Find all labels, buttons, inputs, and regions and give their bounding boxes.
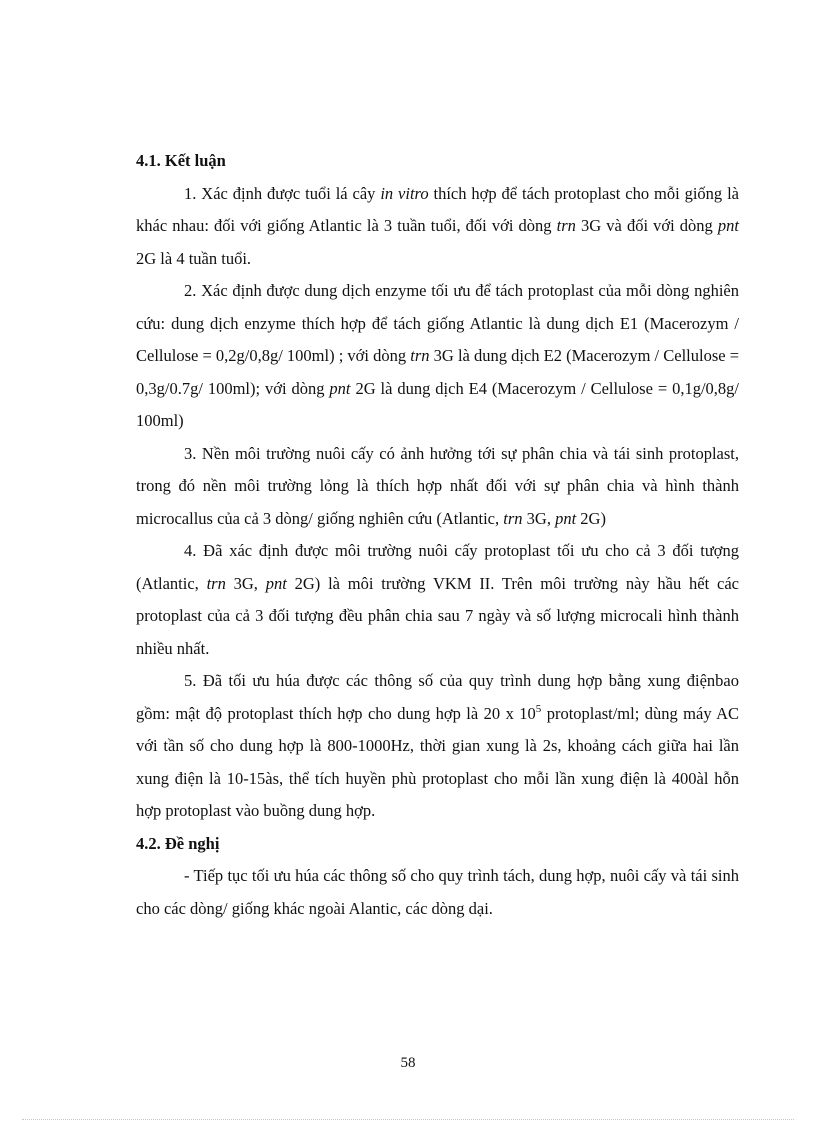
text-run: 3. Nền môi trường nuôi cấy có ảnh hưởng tới sự phân chia và tái sinh protoplast, trong đó nền môi trường lỏng là thích hợp nhất đối với sự phân chia và hình thành microcallus của cả 3 dòng/ giống nghiên cứu (Atlantic, — [136, 443, 739, 528]
italic-term: trn — [410, 346, 430, 365]
section-heading-conclusion: 4.1. Kết luận — [136, 151, 226, 170]
conclusion-paragraph-4 — [136, 535, 739, 665]
text-run: 2G) — [576, 508, 606, 528]
text-run: 2G là 4 tuần tuổi. — [136, 248, 252, 268]
conclusion-paragraph-3 — [136, 438, 739, 536]
italic-term: trn — [206, 573, 226, 593]
conclusion-paragraph-5 — [136, 665, 739, 828]
text-run: 2G) là môi trường VKM II. Trên môi trường này hầu hết các protoplast của cả 3 đối tượng đều phân chia sau 7 ngày và số lượng microcali hình thành nhiều nhất. — [136, 573, 739, 658]
italic-term: pnt — [265, 573, 287, 593]
text-run: thích hợp để tách protoplast cho mỗi giống là khác nhau: đối với giống Atlantic là 3 tuần tuổi, đối với dòng — [136, 183, 739, 235]
text-run: 2. Xác định được dung dịch enzyme tối ưu để tách protoplast của mỗi dòng nghiên cứu: dung dịch enzyme thích hợp để tách giống Atlantic là dung dịch E1 (Macerozym / Cellulose = 0,2g/0,8g/ 100ml) ; với dòng — [136, 281, 739, 365]
page-bottom-divider — [22, 1119, 794, 1120]
section-heading-recommendation: 4.2. Đề nghị — [136, 833, 220, 853]
text-run: 4. Đã xác định được môi trường nuôi cấy protoplast tối ưu cho cả 3 đối tượng (Atlantic, — [136, 541, 739, 593]
italic-term: trn — [556, 216, 576, 235]
superscript-exponent: 5 — [535, 702, 542, 715]
italic-term: pnt — [717, 216, 739, 235]
text-run: 3G là dung dịch E2 (Macerozym / Cellulose = 0,3g/0.7g/ 100ml); với dòng — [136, 346, 739, 398]
text-run: 2G là dung dịch E4 (Macerozym / Cellulose = 0,1g/0,8g/ 100ml) — [136, 378, 739, 430]
italic-term: pnt — [329, 378, 351, 398]
recommendation-paragraph: - Tiếp tục tối ưu húa các thông số cho quy trình tách, dung hợp, nuôi cấy và tái sinh cho các dòng/ giống khác ngoài Alantic, các dòng dại. — [136, 866, 739, 918]
conclusion-paragraph-1 — [136, 178, 739, 276]
italic-term: in vitro — [380, 183, 429, 203]
text-run: 3G, — [225, 573, 266, 593]
text-run: 5. Đã tối ưu húa được các thông số của quy trình dung hợp bằng xung điệnbao gồm: mật độ protoplast thích hợp cho dung hợp là 20 x 10 — [136, 671, 739, 723]
text-run: 3G và đối với dòng — [575, 216, 718, 235]
page-number: 58 — [400, 1055, 416, 1071]
text-run: protoplast/ml; dùng máy AC với tần số cho dung hợp là 800-1000Hz, thời gian xung là 2s, khoảng cách giữa hai lần xung điện là 10-15às, thể tích huyền phù protoplast cho mỗi lần xung điện là 400àl hỗn hợp protoplast vào buồng dung hợp. — [136, 703, 740, 820]
text-run: 1. Xác định được tuổi lá cây — [184, 183, 381, 203]
page-body — [136, 145, 739, 925]
conclusion-paragraph-2 — [136, 275, 739, 438]
text-run: 3G, — [522, 508, 556, 528]
italic-term: pnt — [555, 508, 577, 528]
italic-term: trn — [503, 508, 523, 528]
